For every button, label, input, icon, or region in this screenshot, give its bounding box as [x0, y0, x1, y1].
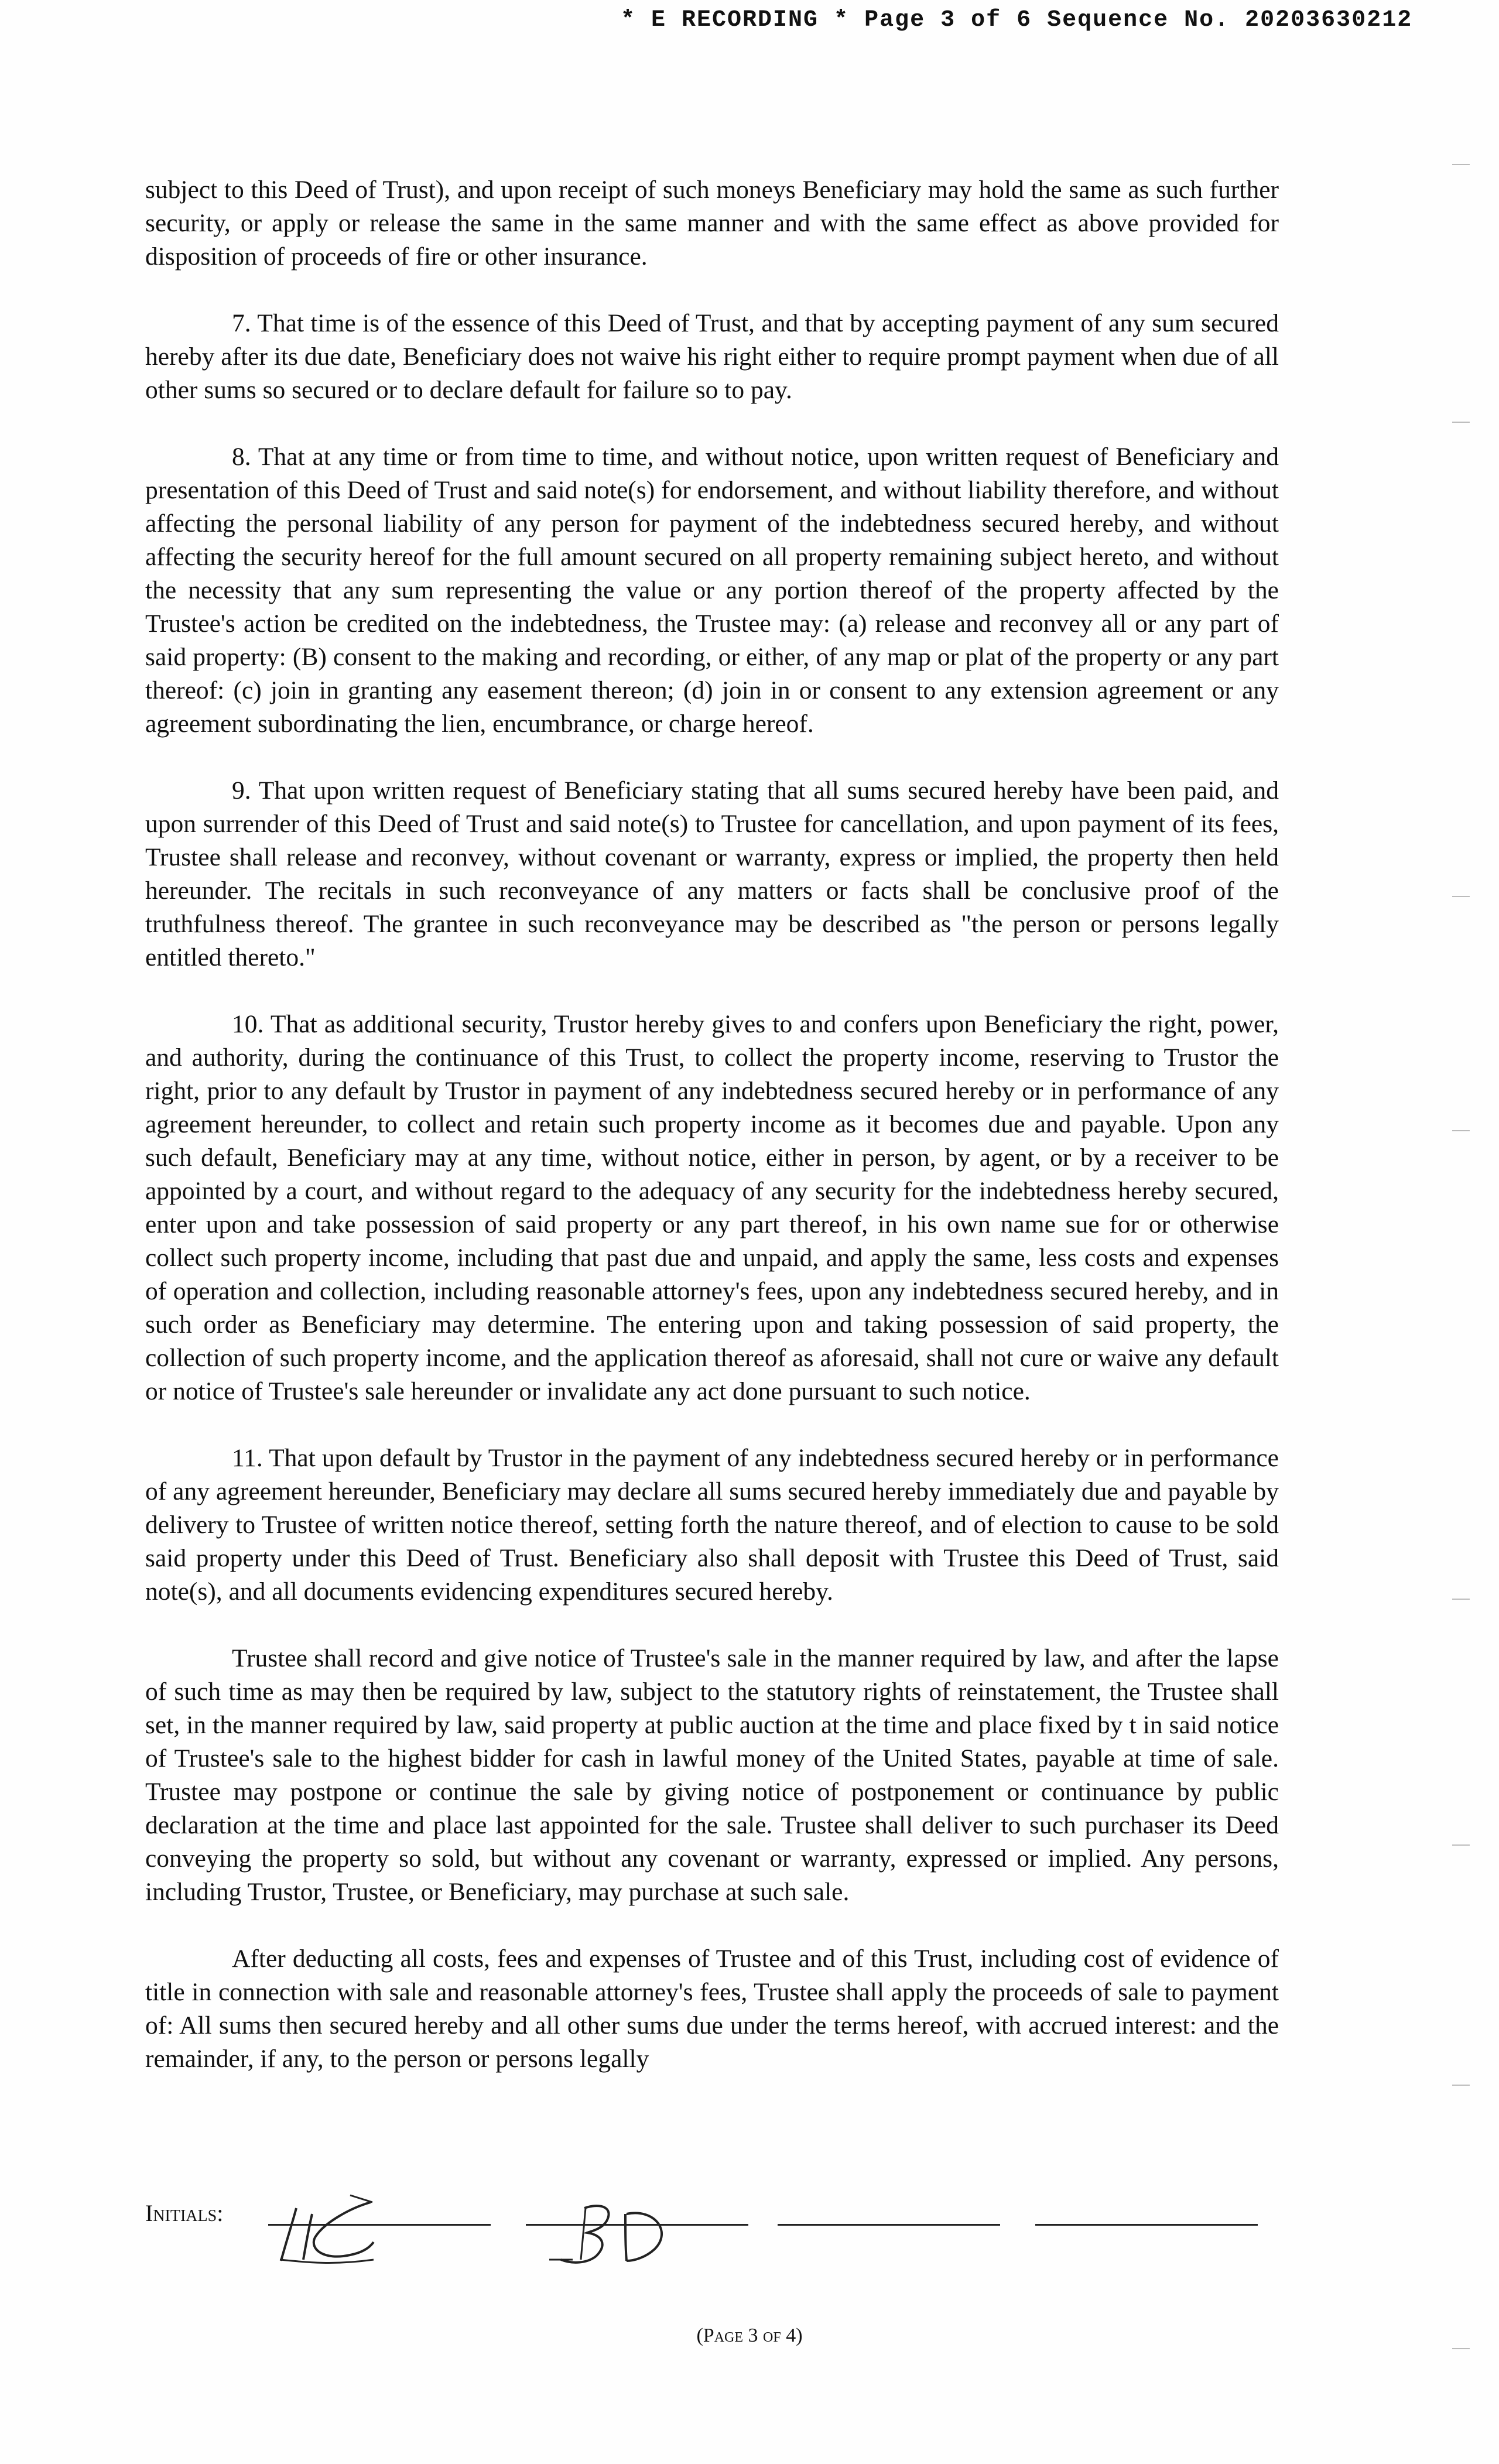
paragraph-7: 7. That time is of the essence of this Deed of Trust, and that by accepting payment of any sum secured hereby after its due date, Beneficiary does not waive his right either to require prompt payment when due of all other sums so secured or to declare default for failure so to pay.	[145, 309, 1279, 404]
paragraph-11: 11. That upon default by Trustor in the payment of any indebtedness secured hereby or in performance of any agreement hereunder, Beneficiary may declare all sums secured hereby immediately due and payable by delivery to Trustee of written notice thereof, setting forth the nature thereof, and of election to cause to be sold said property under this Deed of Trust. Beneficiary also shall deposit with Trustee this Deed of Trust, said note(s), and all documents evidencing expenditures secured hereby.	[145, 1444, 1279, 1606]
initials-label: Initials:	[145, 2200, 224, 2226]
initials-line-3	[778, 2224, 1000, 2226]
handwritten-initials-1	[268, 2191, 420, 2273]
scan-mark	[1452, 1599, 1470, 1600]
initials-line-4	[1035, 2224, 1258, 2226]
scan-mark	[1452, 164, 1470, 165]
paragraph-10: 10. That as additional security, Trustor hereby gives to and confers upon Beneficiary the right, power, and authority, during the continuance of this Trust, to collect the property income, reserving to Trustor the right, prior to any default by Trustor in payment of any indebtedness secured hereby or in performance of any agreement hereunder, to collect and retain such property income as it becomes due and payable. Upon any such default, Beneficiary may at any time, without notice, either in person, by agent, or by a receiver to be appointed by a court, and without regard to the adequacy of any security for the indebtedness hereby secured, enter upon and take possession of said property or any part thereof, in his own name sue for or otherwise collect such property income, including that past due and unpaid, and apply the same, less costs and expenses of operation and collection, including reasonable attorney's fees, upon any indebtedness secured hereby, and in such order as Beneficiary may determine. The entering upon and taking possession of said property, the collection of such property income, and the application thereof as aforesaid, shall not cure or waive any default or notice of Trustee's sale hereunder or invalidate any act done pursuant to such notice.	[145, 1010, 1279, 1405]
paragraph-continuation: subject to this Deed of Trust), and upon receipt of such moneys Beneficiary may hold the same as such further security, or apply or release the same in the same manner and with the same effect as above provided for disposition of proceeds of fire or other insurance.	[145, 176, 1279, 271]
paragraph-9: 9. That upon written request of Beneficiary stating that all sums secured hereby have been paid, and upon surrender of this Deed of Trust and said note(s) to Trustee for cancellation, and upon payment of its fees, Trustee shall release and reconvey, without covenant or warranty, express or implied, the property then held hereunder. The recitals in such reconveyance of any matters or facts shall be conclusive proof of the truthfulness thereof. The grantee in such reconveyance may be described as "the person or persons legally entitled thereto."	[145, 776, 1279, 971]
initials-line-1	[268, 2224, 491, 2226]
scan-mark	[1452, 2085, 1470, 2086]
scan-margin-marks	[1446, 0, 1493, 2464]
scan-mark	[1452, 1130, 1470, 1131]
recording-header: * E RECORDING * Page 3 of 6 Sequence No. 20203630212	[621, 7, 1413, 33]
document-body	[145, 173, 1279, 2076]
scan-mark	[1452, 896, 1470, 897]
handwritten-initials-2	[538, 2191, 701, 2273]
paragraph-proceeds: After deducting all costs, fees and expenses of Trustee and of this Trust, including cost of evidence of title in connection with sale and reasonable attorney's fees, Trustee shall apply the proceeds of sale to payment of: All sums then secured hereby and all other sums due under the terms hereof, with accrued interest: and the remainder, if any, to the person or persons legally	[145, 1945, 1279, 2073]
paragraph-trustee-sale: Trustee shall record and give notice of Trustee's sale in the manner required by law, and after the lapse of such time as may then be required by law, subject to the statutory rights of reinstatement, the Trustee shall set, in the manner required by law, said property at public auction at the time and place fixed by t in said notice of Trustee's sale to the highest bidder for cash in lawful money of the United States, payable at time of sale. Trustee may postpone or continue the sale by giving notice of postponement or continuance by public declaration at the time and place last appointed for the sale. Trustee shall deliver to such purchaser its Deed conveying the property so sold, but without any covenant or warranty, expressed or implied. Any persons, including Trustor, Trustee, or Beneficiary, may purchase at such sale.	[145, 1644, 1279, 1906]
scan-mark	[1452, 2348, 1470, 2349]
initials-line-2	[526, 2224, 748, 2226]
page-footer: (Page 3 of 4)	[696, 2325, 803, 2346]
scan-mark	[1452, 422, 1470, 423]
scan-mark	[1452, 1844, 1470, 1846]
paragraph-8: 8. That at any time or from time to time, and without notice, upon written request of Beneficiary and presentation of this Deed of Trust and said note(s) for endorsement, and without liability therefore, and without affecting the personal liability of any person for payment of the indebtedness secured hereby, and without affecting the security hereof for the full amount secured on all property remaining subject hereto, and without the necessity that any sum representing the value or any portion thereof of the property affected by the Trustee's action be credited on the indebtedness, the Trustee may: (a) release and reconvey all or any part of said property: (B) consent to the making and recording, or either, of any map or plat of the property or any part thereof: (c) join in granting any easement thereon; (d) join in or consent to any extension agreement or any agreement subordinating the lien, encumbrance, or charge hereof.	[145, 443, 1279, 738]
initials-row	[145, 2176, 1258, 2240]
